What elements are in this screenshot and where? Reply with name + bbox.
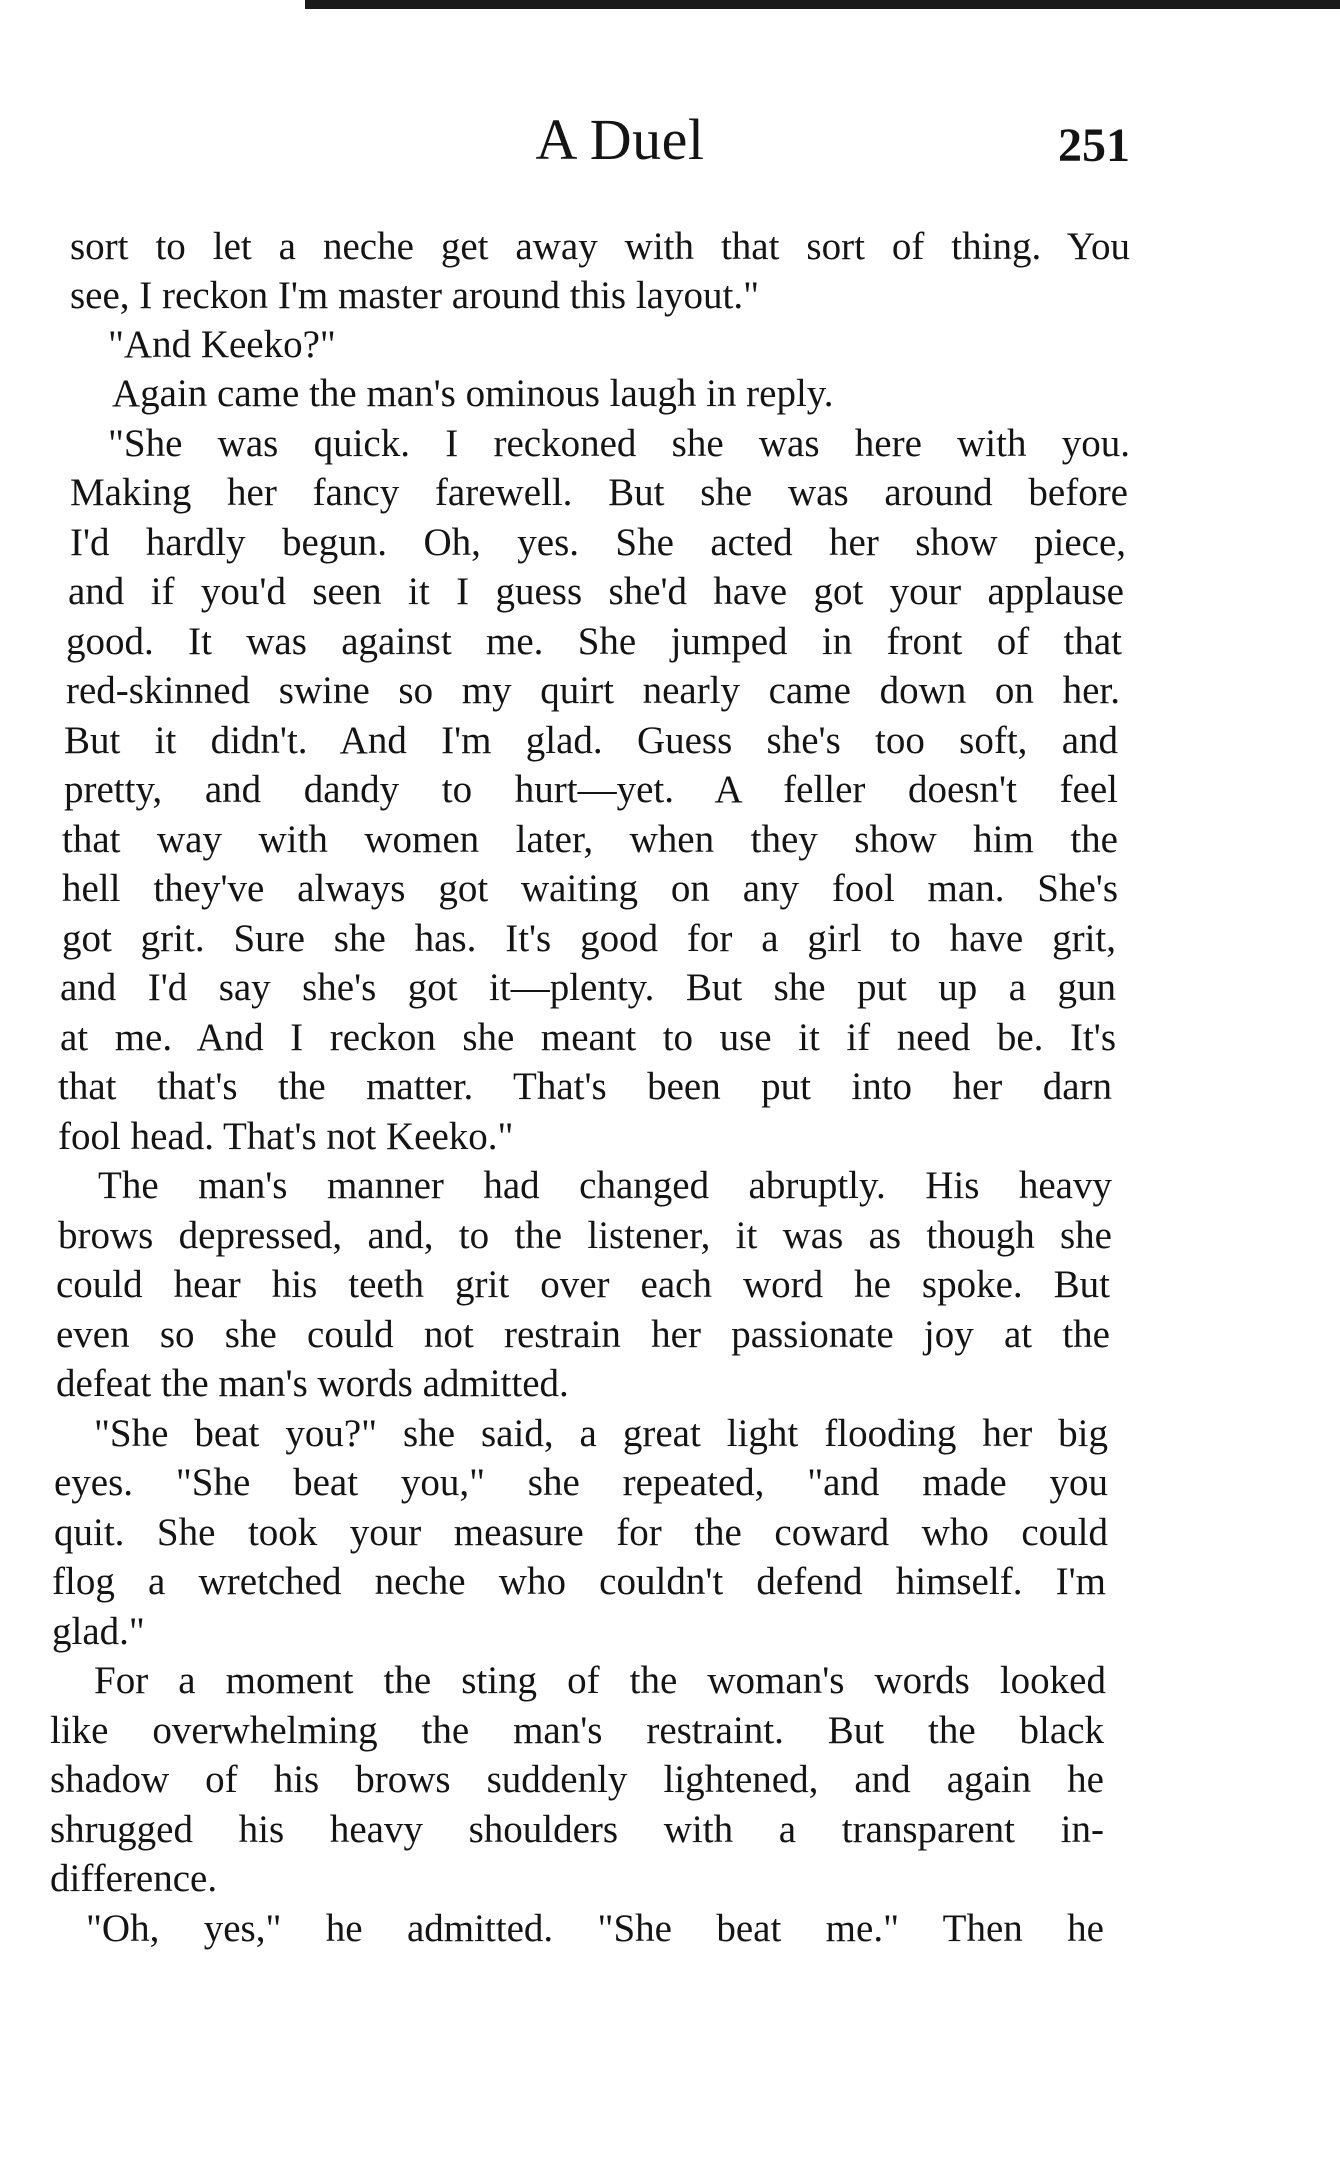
text-line: that way with women later, when they show him the bbox=[62, 818, 1118, 861]
text-line: hell they've always got waiting on any fool man. She's bbox=[62, 867, 1118, 910]
text-line: like overwhelming the man's restraint. But the black bbox=[50, 1709, 1104, 1752]
text-line: see, I reckon I'm master around this layout." bbox=[70, 274, 759, 317]
page-number: 251 bbox=[1058, 119, 1130, 172]
text-line: difference. bbox=[50, 1857, 218, 1900]
text-line: defeat the man's words admitted. bbox=[56, 1362, 569, 1405]
text-line: "She was quick. I reckoned she was here with you. bbox=[108, 422, 1130, 465]
text-line: good. It was against me. She jumped in front of that bbox=[66, 620, 1122, 663]
text-line: brows depressed, and, to the listener, it was as though she bbox=[58, 1214, 1112, 1257]
text-line: "And Keeko?" bbox=[108, 323, 336, 366]
text-line: that that's the matter. That's been put into her darn bbox=[58, 1065, 1112, 1108]
text-line: Making her fancy farewell. But she was around before bbox=[70, 471, 1128, 514]
text-line: flog a wretched neche who couldn't defend himself. I'm bbox=[52, 1560, 1106, 1603]
text-line: quit. She took your measure for the coward who could bbox=[54, 1511, 1108, 1554]
text-line: pretty, and dandy to hurt—yet. A feller doesn't feel bbox=[64, 768, 1118, 811]
text-line: got grit. Sure she has. It's good for a girl to have grit, bbox=[62, 917, 1116, 960]
text-line: at me. And I reckon she meant to use it if need be. It's bbox=[60, 1016, 1116, 1059]
text-line: could hear his teeth grit over each word he spoke. But bbox=[56, 1263, 1110, 1306]
text-line: red-skinned swine so my quirt nearly came down on her. bbox=[66, 669, 1120, 712]
text-line: But it didn't. And I'm glad. Guess she's too soft, and bbox=[64, 719, 1118, 762]
text-line: shadow of his brows suddenly lightened, and again he bbox=[50, 1758, 1104, 1801]
text-line: eyes. "She beat you," she repeated, "and made you bbox=[54, 1461, 1108, 1504]
text-line: sort to let a neche get away with that sort of thing. You bbox=[70, 225, 1130, 268]
text-line: Again came the man's ominous laugh in reply. bbox=[112, 372, 834, 415]
running-head-title: A Duel bbox=[535, 107, 705, 172]
text-line: and if you'd seen it I guess she'd have got your applause bbox=[68, 570, 1124, 613]
text-line: fool head. That's not Keeko." bbox=[58, 1115, 514, 1158]
text-line: "Oh, yes," he admitted. "She beat me." Then he bbox=[86, 1907, 1104, 1950]
text-line: glad." bbox=[52, 1610, 145, 1653]
text-line: shrugged his heavy shoulders with a transparent in- bbox=[50, 1808, 1104, 1851]
text-line: The man's manner had changed abruptly. His heavy bbox=[98, 1164, 1112, 1207]
text-line: and I'd say she's got it—plenty. But she put up a gun bbox=[60, 966, 1116, 1009]
text-line: "She beat you?" she said, a great light flooding her big bbox=[94, 1412, 1108, 1455]
text-line: For a moment the sting of the woman's words looked bbox=[94, 1659, 1106, 1702]
text-line: even so she could not restrain her passionate joy at the bbox=[56, 1313, 1110, 1356]
text-line: I'd hardly begun. Oh, yes. She acted her show piece, bbox=[70, 521, 1126, 564]
